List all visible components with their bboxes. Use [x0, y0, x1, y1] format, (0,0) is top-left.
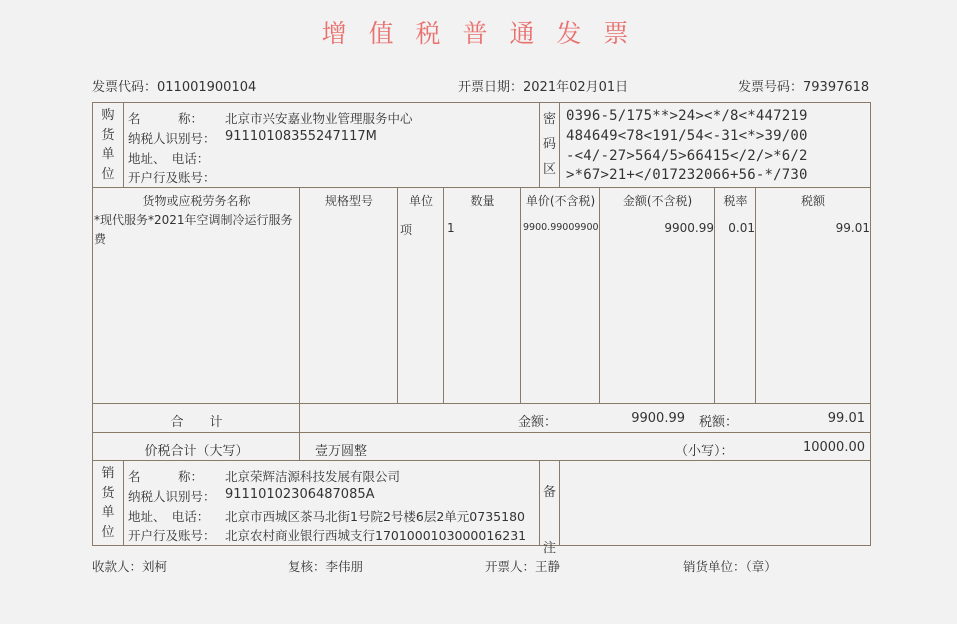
grand-total-values-cell [300, 433, 870, 461]
seller-tax-id: 91110102306487085A [225, 487, 375, 502]
invoice-date-value: 2021年02月01日 [523, 80, 629, 95]
seller-tax-id-label: 纳税人识别号： [128, 489, 216, 504]
cipher-label-char: 区 [542, 162, 556, 177]
total-amount: 9900.99 [631, 411, 685, 426]
footer-reviewer [288, 557, 363, 575]
seller-bank-label: 开户行及账号： [128, 528, 216, 543]
seller-label-char: 位 [101, 524, 115, 540]
grand-total-small-label: （小写）： [675, 444, 734, 459]
buyer-name-label: 名 称： [128, 111, 204, 126]
seller-name: 北京荣辉洁源科技发展有限公司 [225, 469, 401, 484]
items-col-rate [715, 188, 756, 404]
seller-address-label: 地址、 电话： [128, 509, 210, 524]
header-amount: 金额(不含税) [622, 194, 693, 208]
issuer-label: 开票人： [485, 559, 536, 574]
invoice-date-label: 开票日期： [458, 80, 524, 95]
footer-issuer [485, 557, 560, 575]
buyer-section-label [93, 103, 124, 188]
header-tax: 税额 [800, 194, 825, 208]
buyer-address-label: 地址、 电话： [128, 151, 210, 166]
reviewer-label: 复核： [288, 559, 326, 574]
buyer-label-char: 购 [101, 108, 115, 123]
header-rate: 税率 [723, 194, 748, 208]
items-col-price [521, 188, 600, 404]
invoice-code [92, 76, 256, 95]
cipher-label-char: 码 [542, 137, 556, 152]
header-spec: 规格型号 [324, 194, 373, 208]
invoice-code-label: 发票代码： [92, 80, 158, 95]
cipher-label [540, 103, 560, 188]
remark-label-char: 备 [542, 485, 556, 500]
buyer-bank-label: 开户行及账号： [128, 170, 216, 185]
invoice-number-label: 发票号码： [738, 80, 804, 95]
invoice-table [92, 102, 871, 556]
header-name: 货物或应税劳务名称 [142, 194, 251, 208]
total-amount-label: 金额： [518, 415, 558, 430]
item-qty: 1 [447, 221, 455, 235]
total-values-cell [300, 404, 870, 433]
cipher-line: 484649<78<191/54<-31<*>39/00 [566, 128, 808, 144]
items-col-spec [300, 188, 398, 404]
invoice-code-value: 011001900104 [157, 80, 257, 95]
reviewer-value: 李伟朋 [325, 559, 364, 574]
buyer-label-char: 位 [101, 166, 115, 182]
items-col-qty [444, 188, 521, 404]
grand-total-words: 壹万圆整 [315, 444, 368, 459]
header-price: 单价(不含税) [525, 194, 596, 208]
invoice-date [458, 76, 628, 95]
total-label-cell [93, 404, 300, 433]
seller-name-label: 名 称： [128, 469, 204, 484]
buyer-tax-id: 91110108355247117M [225, 129, 377, 144]
seller-info [124, 461, 540, 545]
header-unit: 单位 [408, 194, 433, 208]
buyer-label-char: 货 [101, 127, 115, 143]
total-tax-label: 税额： [699, 415, 739, 430]
item-tax: 99.01 [835, 221, 870, 235]
items-col-tax [756, 188, 870, 404]
footer-seal: 销货单位：（章） [683, 559, 777, 574]
invoice-number-value: 79397618 [803, 80, 870, 95]
cipher-label-char: 密 [542, 112, 556, 127]
seller-label-char: 货 [101, 485, 115, 501]
seller-label-char: 销 [101, 466, 115, 481]
seller-label-char: 单 [101, 505, 115, 520]
issuer-value: 王静 [535, 559, 561, 574]
cipher-line: >*67>21+</017232066+56-*/730 [566, 167, 808, 183]
item-rate: 0.01 [728, 221, 755, 235]
grand-total-number: 10000.00 [802, 440, 865, 455]
cipher-area [560, 103, 870, 188]
grand-total-label-cell [93, 433, 300, 461]
header-qty: 数量 [470, 194, 495, 208]
items-col-name [93, 188, 300, 404]
invoice-number [738, 76, 869, 95]
items-col-unit [398, 188, 444, 404]
item-amount: 9900.99 [664, 221, 714, 235]
seller-bank: 北京农村商业银行西城支行1701000103000016231 [225, 528, 527, 543]
invoice-title: 增 值 税 普 通 发 票 [321, 19, 636, 48]
seller-section-label [93, 461, 124, 545]
buyer-info [124, 103, 540, 188]
buyer-tax-id-label: 纳税人识别号： [128, 131, 216, 146]
total-label: 合 计 [170, 415, 223, 430]
remark-label [540, 461, 560, 556]
remark-area [560, 461, 870, 545]
payee-label: 收款人： [92, 559, 143, 574]
remark-label-char: 注 [542, 541, 556, 556]
buyer-label-char: 单 [101, 147, 115, 162]
total-tax: 99.01 [827, 411, 865, 426]
cipher-line: 0396-5/175**>24><*/8<*447219 [566, 108, 808, 124]
items-col-amount [600, 188, 715, 404]
footer-payee [92, 557, 167, 575]
item-unit: 项 [400, 223, 413, 237]
item-name-cont: 费 [94, 232, 107, 246]
seller-address: 北京市西城区茶马北街1号院2号楼6层2单元0735180 [225, 509, 525, 524]
payee-value: 刘柯 [142, 559, 168, 574]
buyer-name: 北京市兴安嘉业物业管理服务中心 [225, 111, 413, 126]
cipher-line: -<4/-27>564/5>66415</2/>*6/2 [566, 148, 808, 164]
item-price: 9900.99009900 [523, 222, 599, 233]
item-name: *现代服务*2021年空调制冷运行服务 [94, 213, 293, 227]
grand-total-label: 价税合计（大写） [144, 444, 249, 459]
